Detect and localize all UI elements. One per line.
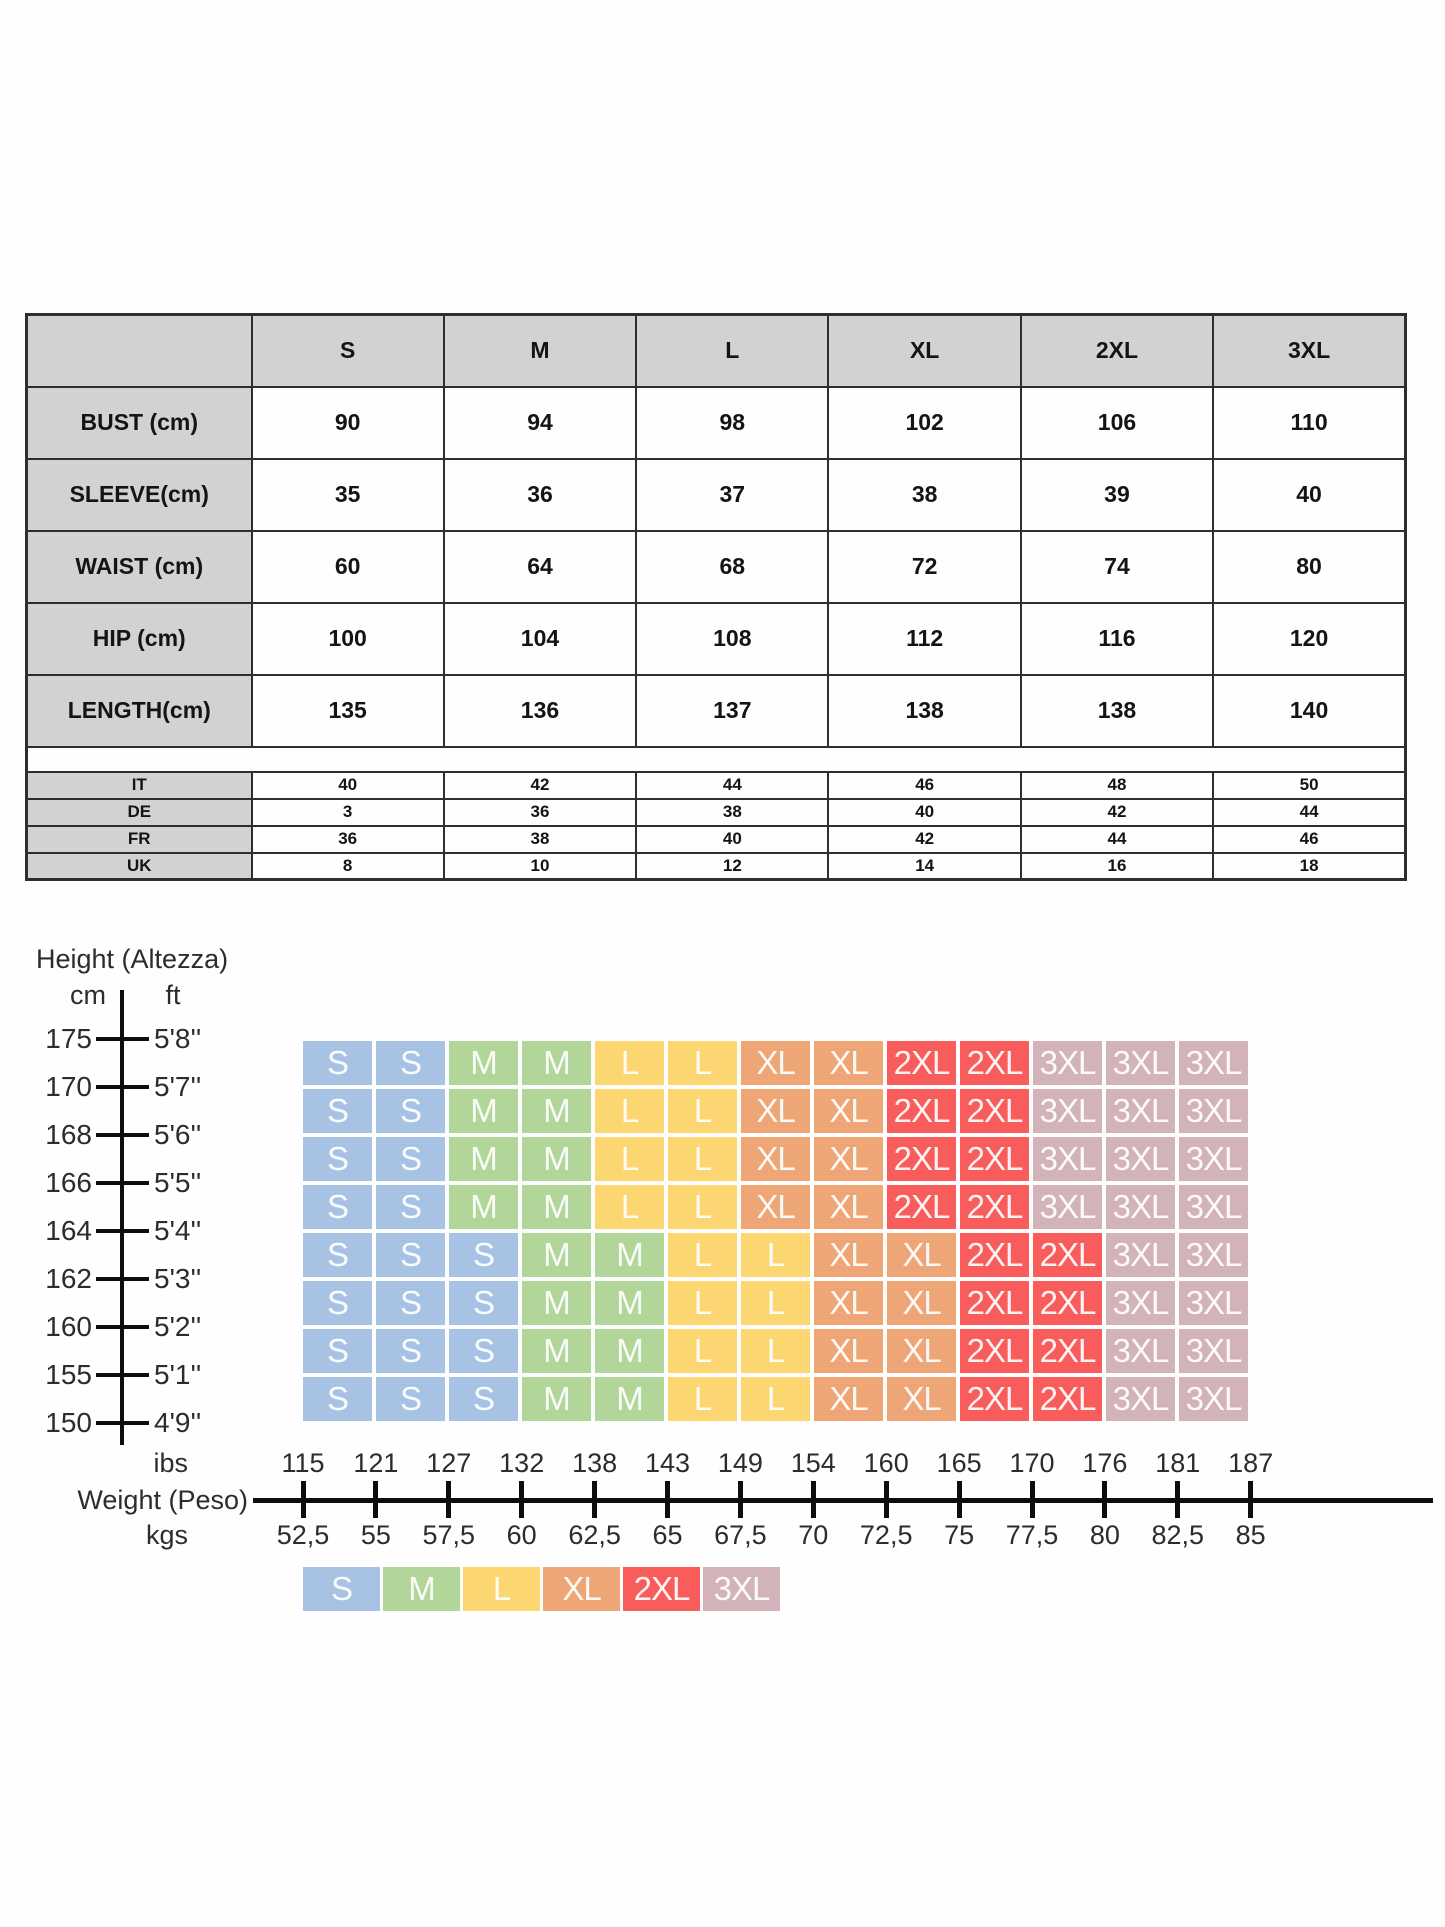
grid-cell-l: L bbox=[668, 1041, 737, 1085]
height-tick-mark bbox=[96, 1325, 149, 1329]
grid-cell-s: S bbox=[376, 1329, 445, 1373]
grid-cell-m: M bbox=[522, 1233, 591, 1277]
measurement-value: 104 bbox=[444, 603, 636, 675]
weight-tick-mark bbox=[738, 1481, 743, 1518]
measurement-value: 120 bbox=[1213, 603, 1405, 675]
grid-cell-s: S bbox=[376, 1041, 445, 1085]
weight-tick-kgs-label: 65 bbox=[652, 1520, 683, 1550]
height-tick-ft-label: 5'1'' bbox=[154, 1359, 202, 1390]
height-tick-ft-label: 5'7'' bbox=[154, 1071, 202, 1102]
weight-tick-mark bbox=[301, 1481, 306, 1518]
grid-cell-3xl: 3XL bbox=[1106, 1377, 1175, 1421]
height-tick-mark bbox=[96, 1229, 149, 1233]
weight-tick-kgs-label: 52,5 bbox=[276, 1520, 330, 1550]
conversion-value: 40 bbox=[828, 799, 1020, 826]
measurement-value: 110 bbox=[1213, 387, 1405, 459]
conversion-country-label: IT bbox=[27, 772, 252, 799]
height-tick-cm-label: 162 bbox=[45, 1263, 92, 1294]
grid-cell-l: L bbox=[668, 1233, 737, 1277]
measurement-value: 138 bbox=[828, 675, 1020, 747]
grid-cell-xl: XL bbox=[814, 1329, 883, 1373]
height-axis-title: Height (Altezza) bbox=[36, 944, 229, 974]
weight-tick-lbs-label: 160 bbox=[863, 1448, 909, 1478]
grid-cell-l: L bbox=[741, 1281, 810, 1325]
height-tick-ft-label: 5'6'' bbox=[154, 1119, 202, 1150]
measurement-label: LENGTH(cm) bbox=[27, 675, 252, 747]
height-tick-mark bbox=[96, 1421, 149, 1425]
grid-cell-2xl: 2XL bbox=[887, 1041, 956, 1085]
height-tick-ft-label: 5'8'' bbox=[154, 1023, 202, 1054]
grid-cell-s: S bbox=[303, 1185, 372, 1229]
grid-cell-2xl: 2XL bbox=[960, 1041, 1029, 1085]
measurement-value: 106 bbox=[1021, 387, 1213, 459]
grid-cell-3xl: 3XL bbox=[1033, 1185, 1102, 1229]
conversion-value: 46 bbox=[1213, 826, 1405, 853]
grid-cell-s: S bbox=[303, 1137, 372, 1181]
weight-tick-mark bbox=[592, 1481, 597, 1518]
measurement-value: 140 bbox=[1213, 675, 1405, 747]
conversion-value: 10 bbox=[444, 853, 636, 880]
grid-cell-s: S bbox=[303, 1089, 372, 1133]
grid-cell-xl: XL bbox=[741, 1041, 810, 1085]
height-tick-mark bbox=[96, 1085, 149, 1089]
measurement-value: 138 bbox=[1021, 675, 1213, 747]
conversion-value: 50 bbox=[1213, 772, 1405, 799]
measurement-value: 108 bbox=[636, 603, 828, 675]
measurement-value: 135 bbox=[252, 675, 444, 747]
grid-cell-2xl: 2XL bbox=[1033, 1281, 1102, 1325]
grid-cell-s: S bbox=[303, 1233, 372, 1277]
grid-cell-xl: XL bbox=[887, 1281, 956, 1325]
height-tick-cm-label: 170 bbox=[45, 1071, 92, 1102]
grid-cell-m: M bbox=[522, 1377, 591, 1421]
grid-cell-l: L bbox=[595, 1041, 664, 1085]
grid-cell-m: M bbox=[449, 1089, 518, 1133]
weight-tick-kgs-label: 57,5 bbox=[422, 1520, 476, 1550]
grid-cell-3xl: 3XL bbox=[1033, 1041, 1102, 1085]
weight-axis-title: Weight (Peso) bbox=[77, 1485, 248, 1515]
measurement-value: 102 bbox=[828, 387, 1020, 459]
grid-cell-xl: XL bbox=[887, 1377, 956, 1421]
grid-cell-xl: XL bbox=[814, 1137, 883, 1181]
grid-cell-m: M bbox=[595, 1281, 664, 1325]
weight-tick-mark bbox=[519, 1481, 524, 1518]
conversion-value: 44 bbox=[1021, 826, 1213, 853]
conversion-value: 3 bbox=[252, 799, 444, 826]
weight-tick-mark bbox=[884, 1481, 889, 1518]
grid-cell-2xl: 2XL bbox=[1033, 1233, 1102, 1277]
grid-cell-2xl: 2XL bbox=[1033, 1329, 1102, 1373]
grid-cell-m: M bbox=[522, 1137, 591, 1181]
conversion-value: 44 bbox=[1213, 799, 1405, 826]
measurement-value: 39 bbox=[1021, 459, 1213, 531]
grid-cell-3xl: 3XL bbox=[1106, 1281, 1175, 1325]
conversion-value: 42 bbox=[1021, 799, 1213, 826]
grid-cell-l: L bbox=[668, 1185, 737, 1229]
height-tick-mark bbox=[96, 1277, 149, 1281]
grid-cell-l: L bbox=[668, 1089, 737, 1133]
grid-cell-3xl: 3XL bbox=[1106, 1137, 1175, 1181]
grid-cell-m: M bbox=[522, 1185, 591, 1229]
weight-unit-kgs: kgs bbox=[145, 1520, 188, 1550]
grid-cell-2xl: 2XL bbox=[960, 1137, 1029, 1181]
grid-cell-2xl: 2XL bbox=[960, 1233, 1029, 1277]
weight-tick-lbs-label: 170 bbox=[1009, 1448, 1055, 1478]
grid-cell-s: S bbox=[303, 1377, 372, 1421]
weight-tick-kgs-label: 82,5 bbox=[1151, 1520, 1205, 1550]
grid-cell-3xl: 3XL bbox=[1179, 1137, 1248, 1181]
weight-tick-lbs-label: 165 bbox=[936, 1448, 982, 1478]
height-tick-ft-label: 5'4'' bbox=[154, 1215, 202, 1246]
height-tick-ft-label: 4'9'' bbox=[154, 1407, 202, 1438]
grid-cell-l: L bbox=[668, 1329, 737, 1373]
measurement-value: 94 bbox=[444, 387, 636, 459]
grid-cell-2xl: 2XL bbox=[1033, 1377, 1102, 1421]
height-tick-mark bbox=[96, 1133, 149, 1137]
grid-cell-2xl: 2XL bbox=[960, 1089, 1029, 1133]
height-tick-mark bbox=[96, 1181, 149, 1185]
weight-tick-lbs-label: 132 bbox=[499, 1448, 545, 1478]
size-column-header: 2XL bbox=[1021, 315, 1213, 387]
conversion-value: 8 bbox=[252, 853, 444, 880]
weight-tick-mark bbox=[1030, 1481, 1035, 1518]
grid-cell-m: M bbox=[522, 1089, 591, 1133]
weight-tick-mark bbox=[1248, 1481, 1253, 1518]
height-tick-cm-label: 166 bbox=[45, 1167, 92, 1198]
legend-swatch-l: L bbox=[463, 1567, 540, 1611]
measurement-label: WAIST (cm) bbox=[27, 531, 252, 603]
grid-cell-2xl: 2XL bbox=[887, 1137, 956, 1181]
height-unit-ft: ft bbox=[165, 980, 181, 1010]
legend-swatch-2xl: 2XL bbox=[623, 1567, 700, 1611]
conversion-value: 44 bbox=[636, 772, 828, 799]
size-grid bbox=[303, 1041, 1248, 1421]
grid-cell-3xl: 3XL bbox=[1106, 1041, 1175, 1085]
conversion-country-label: UK bbox=[27, 853, 252, 880]
grid-cell-l: L bbox=[741, 1329, 810, 1373]
weight-axis-line bbox=[253, 1498, 1433, 1503]
grid-cell-xl: XL bbox=[814, 1377, 883, 1421]
size-column-header: S bbox=[252, 315, 444, 387]
grid-cell-3xl: 3XL bbox=[1106, 1329, 1175, 1373]
grid-cell-xl: XL bbox=[814, 1185, 883, 1229]
height-tick-ft-label: 5'5'' bbox=[154, 1167, 202, 1198]
grid-cell-2xl: 2XL bbox=[960, 1377, 1029, 1421]
weight-tick-mark bbox=[811, 1481, 816, 1518]
height-tick-cm-label: 164 bbox=[45, 1215, 92, 1246]
grid-cell-xl: XL bbox=[887, 1233, 956, 1277]
grid-cell-s: S bbox=[376, 1377, 445, 1421]
height-tick-ft-label: 5'3'' bbox=[154, 1263, 202, 1294]
measurement-value: 64 bbox=[444, 531, 636, 603]
measurement-value: 137 bbox=[636, 675, 828, 747]
weight-tick-lbs-label: 149 bbox=[717, 1448, 763, 1478]
grid-cell-l: L bbox=[741, 1233, 810, 1277]
height-unit-cm: cm bbox=[70, 980, 106, 1010]
grid-cell-xl: XL bbox=[814, 1041, 883, 1085]
grid-cell-s: S bbox=[376, 1089, 445, 1133]
grid-cell-xl: XL bbox=[741, 1185, 810, 1229]
conversion-value: 38 bbox=[636, 799, 828, 826]
grid-cell-m: M bbox=[522, 1329, 591, 1373]
measurement-value: 36 bbox=[444, 459, 636, 531]
grid-cell-3xl: 3XL bbox=[1179, 1233, 1248, 1277]
grid-cell-3xl: 3XL bbox=[1179, 1377, 1248, 1421]
size-column-header: L bbox=[636, 315, 828, 387]
grid-cell-3xl: 3XL bbox=[1033, 1089, 1102, 1133]
grid-cell-l: L bbox=[668, 1281, 737, 1325]
weight-tick-kgs-label: 55 bbox=[360, 1520, 391, 1550]
measurement-value: 136 bbox=[444, 675, 636, 747]
grid-cell-m: M bbox=[595, 1377, 664, 1421]
weight-tick-mark bbox=[1102, 1481, 1107, 1518]
weight-unit-lbs: ibs bbox=[153, 1448, 188, 1478]
size-column-header: M bbox=[444, 315, 636, 387]
grid-cell-l: L bbox=[595, 1137, 664, 1181]
measurement-value: 40 bbox=[1213, 459, 1405, 531]
size-column-header: XL bbox=[828, 315, 1020, 387]
measurement-value: 80 bbox=[1213, 531, 1405, 603]
grid-cell-s: S bbox=[376, 1185, 445, 1229]
grid-cell-xl: XL bbox=[814, 1089, 883, 1133]
weight-tick-lbs-label: 138 bbox=[572, 1448, 618, 1478]
grid-cell-m: M bbox=[449, 1185, 518, 1229]
grid-cell-s: S bbox=[376, 1233, 445, 1277]
weight-tick-kgs-label: 72,5 bbox=[859, 1520, 913, 1550]
conversion-value: 12 bbox=[636, 853, 828, 880]
conversion-value: 36 bbox=[444, 799, 636, 826]
weight-tick-mark bbox=[373, 1481, 378, 1518]
grid-cell-s: S bbox=[303, 1281, 372, 1325]
grid-cell-l: L bbox=[741, 1377, 810, 1421]
measurement-label: SLEEVE(cm) bbox=[27, 459, 252, 531]
height-tick-cm-label: 175 bbox=[45, 1023, 92, 1054]
grid-cell-3xl: 3XL bbox=[1179, 1281, 1248, 1325]
grid-cell-m: M bbox=[449, 1137, 518, 1181]
height-tick-mark bbox=[96, 1373, 149, 1377]
legend-swatch-xl: XL bbox=[543, 1567, 620, 1611]
conversion-value: 14 bbox=[828, 853, 1020, 880]
grid-cell-xl: XL bbox=[741, 1089, 810, 1133]
grid-cell-xl: XL bbox=[814, 1281, 883, 1325]
legend-swatch-3xl: 3XL bbox=[703, 1567, 780, 1611]
grid-cell-2xl: 2XL bbox=[960, 1185, 1029, 1229]
weight-tick-lbs-label: 115 bbox=[281, 1448, 325, 1478]
grid-cell-2xl: 2XL bbox=[887, 1185, 956, 1229]
conversion-value: 40 bbox=[252, 772, 444, 799]
measurement-value: 98 bbox=[636, 387, 828, 459]
grid-cell-3xl: 3XL bbox=[1179, 1089, 1248, 1133]
conversion-value: 48 bbox=[1021, 772, 1213, 799]
measurement-value: 100 bbox=[252, 603, 444, 675]
grid-cell-m: M bbox=[522, 1281, 591, 1325]
weight-tick-lbs-label: 154 bbox=[790, 1448, 836, 1478]
grid-cell-3xl: 3XL bbox=[1106, 1233, 1175, 1277]
grid-cell-s: S bbox=[303, 1329, 372, 1373]
grid-cell-3xl: 3XL bbox=[1179, 1041, 1248, 1085]
measurement-value: 116 bbox=[1021, 603, 1213, 675]
conversion-value: 46 bbox=[828, 772, 1020, 799]
grid-cell-m: M bbox=[449, 1041, 518, 1085]
grid-cell-s: S bbox=[449, 1329, 518, 1373]
weight-tick-mark bbox=[665, 1481, 670, 1518]
grid-cell-xl: XL bbox=[741, 1137, 810, 1181]
conversion-value: 36 bbox=[252, 826, 444, 853]
grid-cell-xl: XL bbox=[887, 1329, 956, 1373]
weight-tick-lbs-label: 143 bbox=[644, 1448, 691, 1478]
height-tick-cm-label: 160 bbox=[45, 1311, 92, 1342]
grid-cell-2xl: 2XL bbox=[960, 1329, 1029, 1373]
grid-cell-s: S bbox=[449, 1281, 518, 1325]
grid-cell-s: S bbox=[376, 1137, 445, 1181]
conversion-value: 40 bbox=[636, 826, 828, 853]
grid-cell-3xl: 3XL bbox=[1106, 1089, 1175, 1133]
weight-tick-mark bbox=[446, 1481, 451, 1518]
grid-cell-l: L bbox=[668, 1137, 737, 1181]
weight-tick-mark bbox=[1175, 1481, 1180, 1518]
grid-cell-m: M bbox=[595, 1233, 664, 1277]
conversion-value: 42 bbox=[444, 772, 636, 799]
weight-tick-kgs-label: 62,5 bbox=[568, 1520, 621, 1550]
grid-cell-l: L bbox=[595, 1185, 664, 1229]
weight-tick-lbs-label: 187 bbox=[1228, 1448, 1274, 1478]
legend-swatch-m: M bbox=[383, 1567, 460, 1611]
measurement-value: 35 bbox=[252, 459, 444, 531]
weight-tick-kgs-label: 60 bbox=[506, 1520, 537, 1550]
grid-cell-l: L bbox=[595, 1089, 664, 1133]
grid-cell-m: M bbox=[522, 1041, 591, 1085]
measurement-value: 38 bbox=[828, 459, 1020, 531]
conversion-country-label: DE bbox=[27, 799, 252, 826]
conversion-value: 18 bbox=[1213, 853, 1405, 880]
legend-swatch-s: S bbox=[303, 1567, 380, 1611]
grid-cell-3xl: 3XL bbox=[1179, 1185, 1248, 1229]
measurement-label: HIP (cm) bbox=[27, 603, 252, 675]
height-tick-cm-label: 168 bbox=[45, 1119, 92, 1150]
grid-cell-s: S bbox=[449, 1233, 518, 1277]
conversion-value: 42 bbox=[828, 826, 1020, 853]
measurement-value: 90 bbox=[252, 387, 444, 459]
grid-cell-s: S bbox=[376, 1281, 445, 1325]
height-tick-cm-label: 150 bbox=[45, 1407, 92, 1438]
weight-tick-kgs-label: 75 bbox=[944, 1520, 975, 1550]
grid-cell-m: M bbox=[595, 1329, 664, 1373]
weight-tick-lbs-label: 121 bbox=[353, 1448, 399, 1478]
measurement-value: 37 bbox=[636, 459, 828, 531]
measurement-value: 74 bbox=[1021, 531, 1213, 603]
weight-tick-kgs-label: 80 bbox=[1089, 1520, 1120, 1550]
grid-cell-2xl: 2XL bbox=[887, 1089, 956, 1133]
weight-tick-lbs-label: 181 bbox=[1155, 1448, 1201, 1478]
weight-tick-kgs-label: 85 bbox=[1235, 1520, 1266, 1550]
measurement-label: BUST (cm) bbox=[27, 387, 252, 459]
grid-cell-3xl: 3XL bbox=[1033, 1137, 1102, 1181]
conversion-value: 16 bbox=[1021, 853, 1213, 880]
grid-cell-2xl: 2XL bbox=[960, 1281, 1029, 1325]
grid-cell-l: L bbox=[668, 1377, 737, 1421]
grid-cell-s: S bbox=[449, 1377, 518, 1421]
size-column-header: 3XL bbox=[1213, 315, 1405, 387]
weight-tick-lbs-label: 127 bbox=[426, 1448, 472, 1478]
measurement-value: 68 bbox=[636, 531, 828, 603]
conversion-value: 38 bbox=[444, 826, 636, 853]
measurement-value: 112 bbox=[828, 603, 1020, 675]
weight-tick-kgs-label: 70 bbox=[798, 1520, 829, 1550]
height-tick-mark bbox=[96, 1037, 149, 1041]
grid-cell-3xl: 3XL bbox=[1106, 1185, 1175, 1229]
weight-tick-lbs-label: 176 bbox=[1082, 1448, 1128, 1478]
grid-cell-3xl: 3XL bbox=[1179, 1329, 1248, 1373]
weight-tick-kgs-label: 77,5 bbox=[1005, 1520, 1059, 1550]
conversion-country-label: FR bbox=[27, 826, 252, 853]
weight-tick-kgs-label: 67,5 bbox=[714, 1520, 767, 1550]
weight-tick-mark bbox=[957, 1481, 962, 1518]
measurement-value: 60 bbox=[252, 531, 444, 603]
grid-cell-s: S bbox=[303, 1041, 372, 1085]
measurement-value: 72 bbox=[828, 531, 1020, 603]
height-tick-cm-label: 155 bbox=[45, 1359, 92, 1390]
height-tick-ft-label: 5'2'' bbox=[154, 1311, 202, 1342]
grid-cell-xl: XL bbox=[814, 1233, 883, 1277]
